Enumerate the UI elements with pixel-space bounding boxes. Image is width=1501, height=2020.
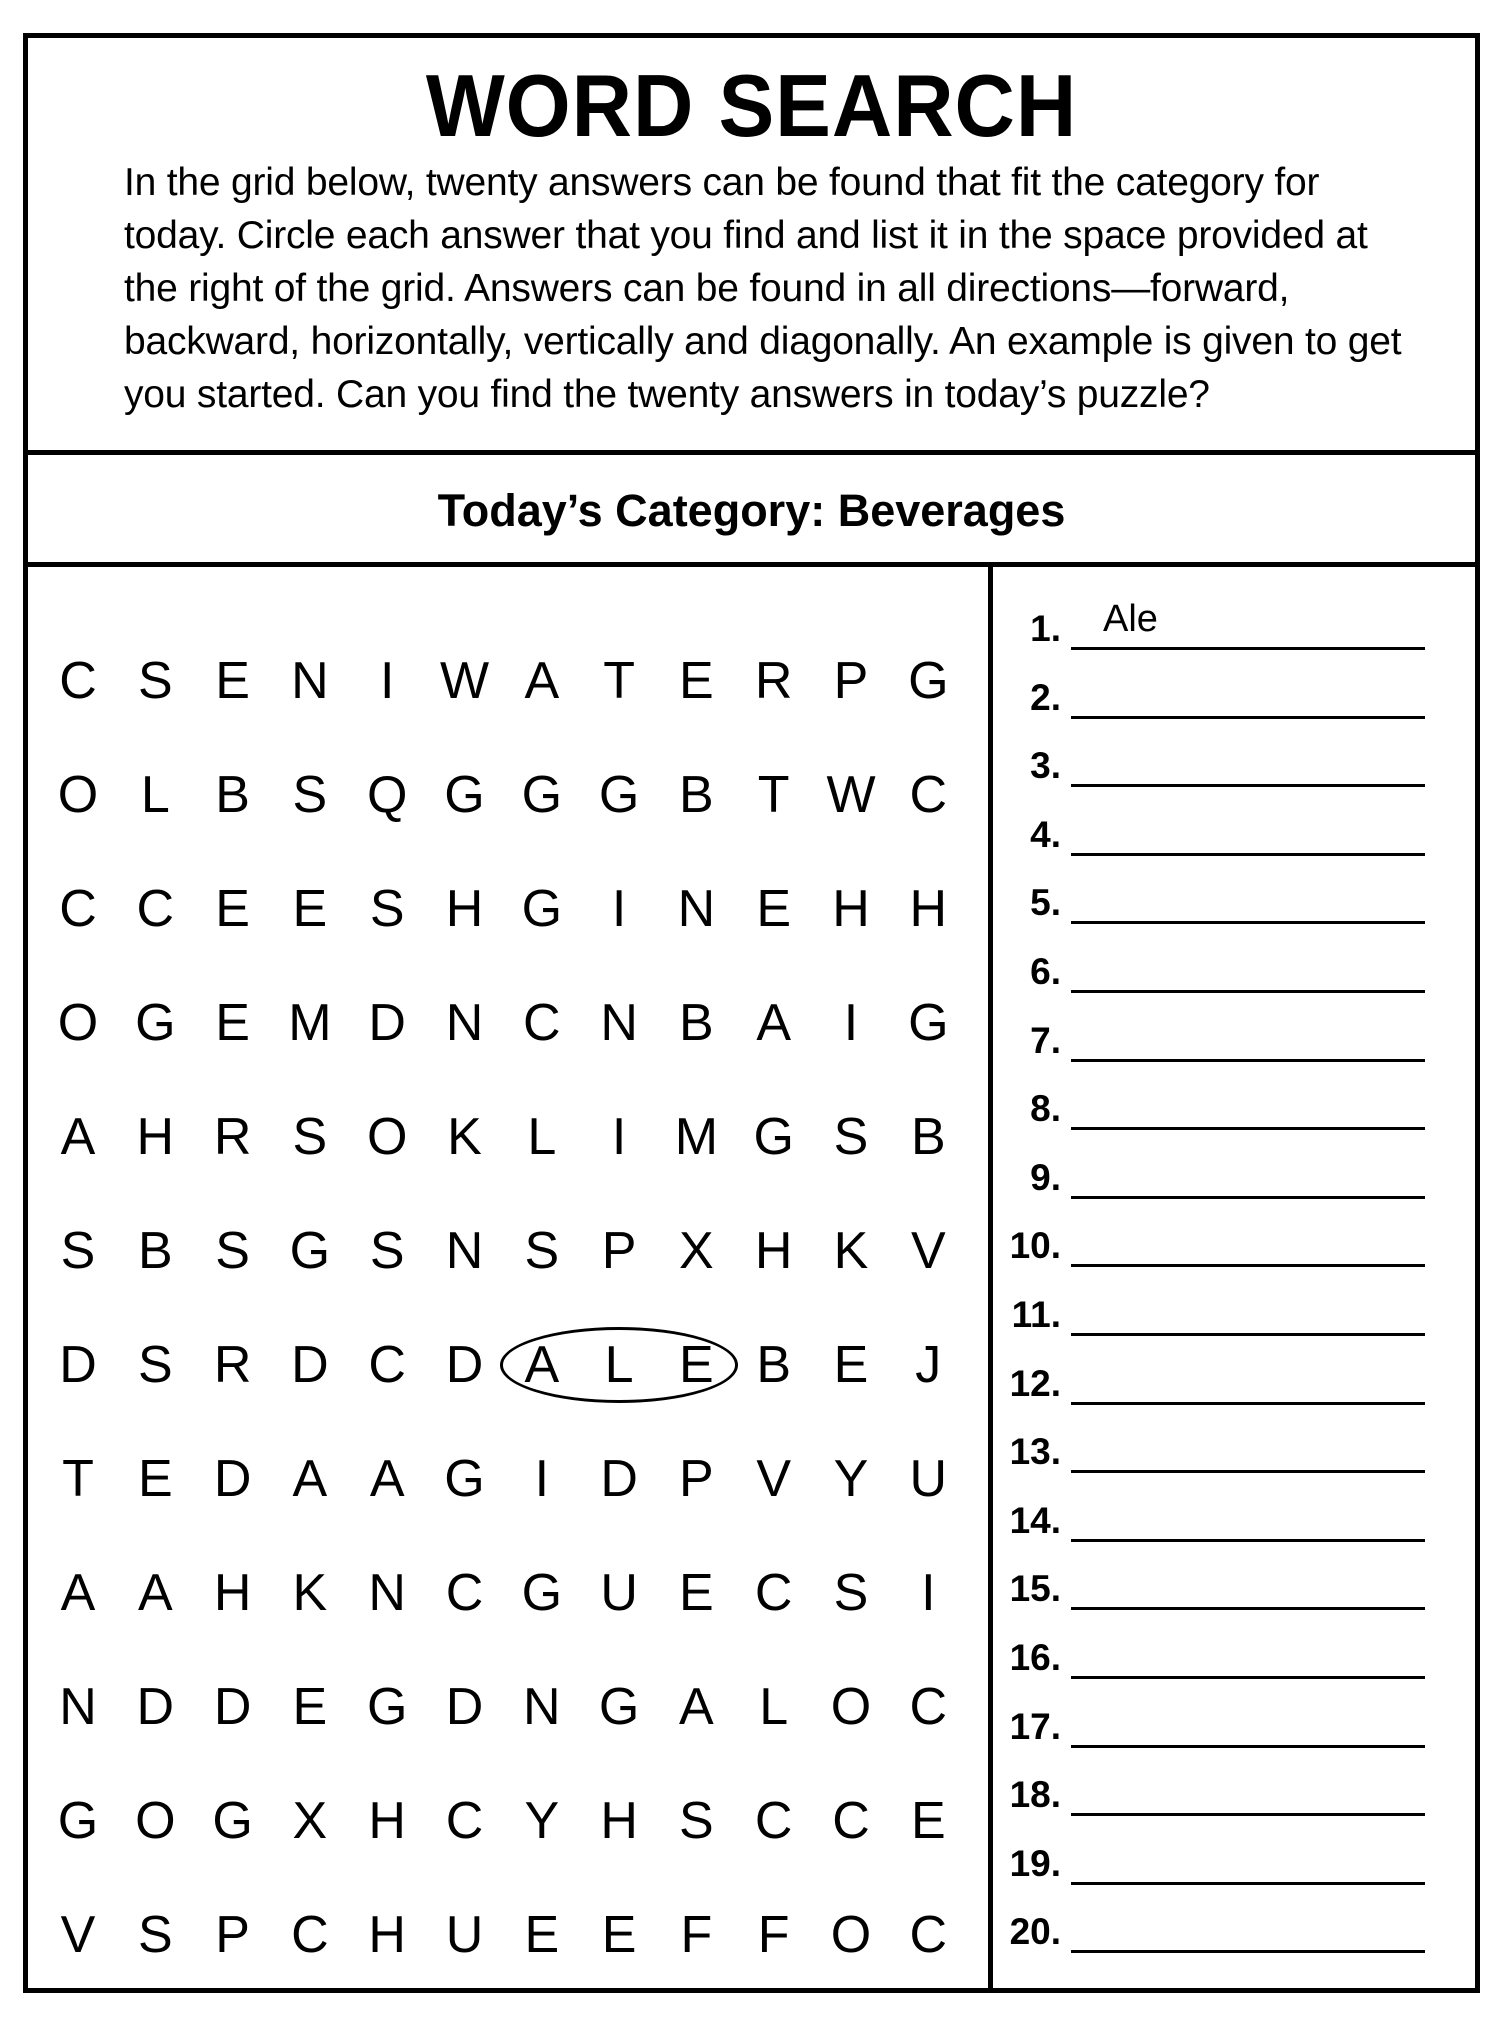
answer-row bbox=[993, 1019, 1475, 1079]
answer-blank[interactable] bbox=[1071, 716, 1425, 719]
answer-number: 12. bbox=[1009, 1362, 1061, 1404]
answer-blank[interactable] bbox=[1071, 1950, 1425, 1953]
grid-letter[interactable]: C bbox=[445, 1564, 484, 1622]
grid-letter[interactable]: A bbox=[679, 1678, 714, 1736]
grid-letter[interactable]: L bbox=[527, 1108, 557, 1166]
answer-row bbox=[993, 1842, 1475, 1902]
answer-number: 8. bbox=[1030, 1088, 1061, 1130]
grid-letter[interactable]: W bbox=[439, 652, 490, 710]
grid-letter[interactable]: G bbox=[753, 1108, 794, 1166]
grid-letter[interactable]: N bbox=[600, 994, 638, 1052]
grid-letter[interactable]: H bbox=[368, 1792, 406, 1850]
grid-letter[interactable]: E bbox=[137, 1450, 173, 1508]
grid-letter[interactable]: F bbox=[680, 1906, 713, 1964]
grid-letter[interactable]: T bbox=[603, 652, 635, 710]
grid-letter[interactable]: D bbox=[445, 1678, 484, 1736]
answer-blank[interactable] bbox=[1071, 1676, 1425, 1679]
grid-letter[interactable]: E bbox=[756, 880, 792, 938]
category-label: Today’s Category: Beverages bbox=[437, 485, 1066, 536]
grid-letter[interactable]: S bbox=[679, 1792, 714, 1850]
grid-letter[interactable]: I bbox=[534, 1450, 550, 1508]
grid-letter[interactable]: S bbox=[292, 1108, 328, 1166]
answer-blank[interactable] bbox=[1071, 1127, 1425, 1130]
grid-letter[interactable]: P bbox=[833, 652, 869, 710]
answer-number: 11. bbox=[1011, 1294, 1061, 1335]
answer-blank[interactable] bbox=[1071, 1813, 1425, 1816]
grid-letter[interactable]: T bbox=[62, 1450, 94, 1508]
grid-letter[interactable]: E bbox=[910, 1792, 946, 1850]
grid-letter[interactable]: D bbox=[368, 994, 406, 1052]
grid-letter[interactable]: S bbox=[369, 1222, 405, 1280]
answer-number: 6. bbox=[1030, 951, 1061, 992]
answer-row bbox=[993, 1567, 1475, 1627]
grid-letter[interactable]: G bbox=[212, 1792, 253, 1850]
answer-list bbox=[993, 567, 1475, 1988]
grid-letter[interactable]: B bbox=[910, 1108, 946, 1166]
answer-blank[interactable] bbox=[1071, 647, 1425, 650]
answer-blank[interactable] bbox=[1071, 1196, 1425, 1199]
grid-letter[interactable]: D bbox=[59, 1336, 97, 1394]
answer-number: 9. bbox=[1030, 1156, 1061, 1198]
answer-row bbox=[993, 1705, 1475, 1765]
answer-number: 4. bbox=[1030, 813, 1061, 855]
answer-number: 15. bbox=[1009, 1568, 1061, 1610]
grid-letter[interactable]: V bbox=[756, 1450, 792, 1508]
grid-letter[interactable]: E bbox=[679, 652, 714, 710]
grid-letter[interactable]: S bbox=[215, 1222, 250, 1280]
answer-number: 7. bbox=[1030, 1019, 1061, 1061]
grid-letter[interactable]: E bbox=[524, 1906, 560, 1964]
letter-grid bbox=[28, 567, 988, 1988]
grid-letter[interactable]: L bbox=[604, 1336, 634, 1394]
grid-letter[interactable]: S bbox=[137, 652, 173, 710]
answer-blank[interactable] bbox=[1071, 990, 1425, 993]
grid-letter[interactable]: N bbox=[291, 652, 329, 710]
grid-letter[interactable]: N bbox=[445, 994, 484, 1052]
instructions-text: In the grid below, twenty answers can be found that fit the category for today. Circle each answer that you find and list it in the space provided at the right of the grid. Answers can be found in all directions—forward, backward, horizontally, vertically and diagonally. An example is given to get you started. Can you find the twenty answers in today’s puzzle? bbox=[124, 161, 1402, 416]
grid-letter[interactable]: H bbox=[136, 1108, 175, 1166]
answer-number: 19. bbox=[1009, 1842, 1061, 1884]
grid-letter[interactable]: G bbox=[908, 652, 949, 710]
grid-letter[interactable]: E bbox=[215, 652, 250, 710]
grid-letter[interactable]: G bbox=[521, 1564, 563, 1622]
answer-row bbox=[993, 1224, 1475, 1284]
grid-letter[interactable]: N bbox=[523, 1678, 561, 1736]
grid-letter[interactable]: V bbox=[910, 1222, 946, 1280]
grid-letter[interactable]: S bbox=[60, 1222, 96, 1280]
answer-blank[interactable] bbox=[1071, 1470, 1425, 1473]
grid-letter[interactable]: D bbox=[291, 1336, 329, 1394]
grid-letter[interactable]: C bbox=[909, 1678, 948, 1736]
grid-letter[interactable]: E bbox=[215, 994, 250, 1052]
grid-letter[interactable]: N bbox=[59, 1678, 97, 1736]
grid-letter[interactable]: D bbox=[213, 1678, 252, 1736]
grid-letter[interactable]: E bbox=[292, 1678, 328, 1736]
grid-letter[interactable]: E bbox=[833, 1336, 869, 1394]
grid-letter[interactable]: A bbox=[292, 1450, 328, 1508]
page-title: WORD SEARCH bbox=[425, 56, 1078, 155]
grid-letter[interactable]: A bbox=[756, 994, 792, 1052]
grid-letter[interactable]: G bbox=[521, 766, 563, 824]
grid-letter[interactable]: M bbox=[288, 994, 332, 1052]
grid-letter[interactable]: A bbox=[60, 1108, 96, 1166]
answer-blank[interactable] bbox=[1071, 1402, 1425, 1405]
grid-letter[interactable]: S bbox=[833, 1564, 869, 1622]
grid-letter[interactable]: C bbox=[909, 1906, 948, 1964]
grid-letter[interactable]: K bbox=[833, 1222, 869, 1280]
answer-number: 17. bbox=[1009, 1705, 1061, 1747]
grid-letter[interactable]: G bbox=[598, 1678, 640, 1736]
grid-letter[interactable]: V bbox=[60, 1906, 96, 1964]
grid-letter[interactable]: H bbox=[213, 1564, 252, 1622]
answer-number: 3. bbox=[1030, 745, 1061, 787]
worksheet bbox=[23, 33, 1480, 1993]
grid-letter[interactable]: P bbox=[679, 1450, 714, 1508]
category-bar bbox=[28, 455, 1475, 567]
grid-letter[interactable]: C bbox=[59, 652, 97, 710]
grid-letter[interactable]: G bbox=[444, 766, 485, 824]
answer-row bbox=[993, 676, 1475, 736]
grid-letter[interactable]: B bbox=[756, 1336, 792, 1394]
grid-letter[interactable]: L bbox=[140, 766, 170, 824]
grid-letter[interactable]: U bbox=[909, 1450, 948, 1508]
grid-letter[interactable]: Y bbox=[833, 1450, 869, 1508]
grid-letter[interactable]: B bbox=[679, 766, 714, 824]
answer-row bbox=[993, 1156, 1475, 1216]
grid-letter[interactable]: D bbox=[213, 1450, 252, 1508]
answer-number: 1. bbox=[1030, 608, 1061, 649]
grid-letter[interactable]: S bbox=[833, 1108, 869, 1166]
grid-letter[interactable]: H bbox=[368, 1906, 406, 1964]
grid-letter[interactable]: S bbox=[137, 1336, 173, 1394]
grid-letter[interactable]: G bbox=[908, 994, 949, 1052]
grid-letter[interactable]: Q bbox=[366, 766, 408, 824]
answer-blank[interactable] bbox=[1071, 1333, 1425, 1336]
answer-row bbox=[993, 1773, 1475, 1833]
grid-letter[interactable]: R bbox=[213, 1108, 252, 1166]
grid-letter[interactable]: E bbox=[601, 1906, 637, 1964]
answer-blank[interactable] bbox=[1071, 784, 1425, 787]
grid-letter[interactable]: W bbox=[826, 766, 876, 824]
answer-blank[interactable] bbox=[1071, 1264, 1425, 1267]
answer-number: 13. bbox=[1009, 1431, 1061, 1473]
grid-letter[interactable]: A bbox=[369, 1450, 405, 1508]
grid-letter[interactable]: X bbox=[292, 1792, 328, 1850]
answer-row bbox=[993, 598, 1475, 667]
answer-blank[interactable] bbox=[1071, 1745, 1425, 1748]
grid-letter[interactable]: L bbox=[759, 1678, 789, 1736]
answer-row bbox=[993, 950, 1475, 1010]
grid-letter[interactable]: G bbox=[57, 1792, 99, 1850]
answer-number: 10. bbox=[1009, 1225, 1061, 1267]
answer-number: 20. bbox=[1009, 1911, 1061, 1953]
answer-row bbox=[993, 744, 1475, 804]
grid-letter[interactable]: I bbox=[921, 1564, 936, 1622]
grid-letter[interactable]: E bbox=[215, 880, 250, 938]
grid-letter[interactable]: C bbox=[136, 880, 175, 938]
grid-letter[interactable]: F bbox=[757, 1906, 790, 1964]
grid-letter[interactable]: P bbox=[601, 1222, 637, 1280]
grid-letter[interactable]: B bbox=[215, 766, 250, 824]
grid-letter[interactable]: S bbox=[369, 880, 405, 938]
grid-letter[interactable]: G bbox=[366, 1678, 408, 1736]
grid-letter[interactable]: B bbox=[137, 1222, 173, 1280]
grid-letter[interactable]: E bbox=[292, 880, 328, 938]
grid-letter[interactable]: N bbox=[445, 1222, 484, 1280]
grid-letter[interactable]: H bbox=[754, 1222, 793, 1280]
answer-blank[interactable] bbox=[1071, 1607, 1425, 1610]
grid-letter[interactable]: O bbox=[57, 766, 99, 824]
answer-number: 16. bbox=[1009, 1637, 1061, 1678]
grid-letter[interactable]: C bbox=[523, 994, 561, 1052]
grid-letter[interactable]: S bbox=[524, 1222, 560, 1280]
header-section bbox=[28, 38, 1475, 455]
grid-letter[interactable]: O bbox=[830, 1906, 872, 1964]
grid-letter[interactable]: H bbox=[600, 1792, 638, 1850]
grid-letter[interactable]: C bbox=[832, 1792, 870, 1850]
answer-text: Ale bbox=[1103, 598, 1158, 640]
grid-letter[interactable]: A bbox=[137, 1564, 173, 1622]
grid-letter[interactable]: M bbox=[674, 1108, 719, 1166]
grid-letter[interactable]: U bbox=[445, 1906, 484, 1964]
grid-letter[interactable]: C bbox=[291, 1906, 329, 1964]
grid-letter[interactable]: D bbox=[600, 1450, 638, 1508]
answer-row bbox=[993, 1636, 1475, 1696]
grid-letter[interactable]: I bbox=[379, 652, 395, 710]
grid-letter[interactable]: H bbox=[445, 880, 484, 938]
grid-letter[interactable]: C bbox=[59, 880, 97, 938]
grid-letter[interactable]: O bbox=[366, 1108, 408, 1166]
grid-letter[interactable]: D bbox=[445, 1336, 484, 1394]
grid-letter[interactable]: G bbox=[135, 994, 176, 1052]
grid-letter[interactable]: A bbox=[524, 1336, 560, 1394]
grid-letter[interactable]: C bbox=[368, 1336, 406, 1394]
answer-row bbox=[993, 881, 1475, 941]
grid-letter[interactable]: G bbox=[289, 1222, 331, 1280]
grid-letter[interactable]: C bbox=[445, 1792, 484, 1850]
grid-letter[interactable]: J bbox=[915, 1336, 942, 1394]
answer-blank[interactable] bbox=[1071, 853, 1425, 856]
grid-letter[interactable]: P bbox=[215, 1906, 250, 1964]
grid-letter[interactable]: S bbox=[292, 766, 328, 824]
answer-row bbox=[993, 1293, 1475, 1353]
grid-letter[interactable]: O bbox=[135, 1792, 176, 1850]
answer-row bbox=[993, 1087, 1475, 1147]
answer-row bbox=[993, 813, 1475, 873]
grid-letter[interactable]: Y bbox=[524, 1792, 560, 1850]
letter-grid-area bbox=[28, 567, 993, 1988]
grid-letter[interactable]: E bbox=[679, 1564, 714, 1622]
grid-letter[interactable]: X bbox=[679, 1222, 714, 1280]
answer-blank[interactable] bbox=[1071, 1882, 1425, 1885]
answer-blank[interactable] bbox=[1071, 1059, 1425, 1062]
grid-letter[interactable]: I bbox=[611, 880, 627, 938]
grid-letter[interactable]: C bbox=[909, 766, 948, 824]
answer-row bbox=[993, 1910, 1475, 1970]
grid-letter[interactable]: T bbox=[757, 766, 790, 824]
grid-letter[interactable]: B bbox=[679, 994, 714, 1052]
grid-letter[interactable]: R bbox=[754, 652, 793, 710]
answer-row bbox=[993, 1499, 1475, 1559]
grid-letter[interactable]: N bbox=[677, 880, 716, 938]
answer-number: 5. bbox=[1030, 882, 1061, 924]
grid-letter[interactable]: G bbox=[598, 766, 640, 824]
grid-letter[interactable]: D bbox=[136, 1678, 175, 1736]
answer-number: 18. bbox=[1009, 1774, 1061, 1816]
answer-number: 2. bbox=[1030, 676, 1061, 718]
answer-row bbox=[993, 1430, 1475, 1490]
grid-letter[interactable]: H bbox=[909, 880, 948, 938]
grid-letter[interactable]: S bbox=[137, 1906, 173, 1964]
grid-letter[interactable]: C bbox=[754, 1564, 793, 1622]
grid-letter[interactable]: K bbox=[292, 1564, 328, 1622]
grid-letter[interactable]: I bbox=[843, 994, 859, 1052]
grid-letter[interactable]: G bbox=[444, 1450, 485, 1508]
grid-letter[interactable]: A bbox=[60, 1564, 96, 1622]
grid-letter[interactable]: R bbox=[213, 1336, 252, 1394]
grid-letter[interactable]: A bbox=[524, 652, 560, 710]
grid-letter[interactable]: K bbox=[447, 1108, 482, 1166]
grid-letter[interactable]: H bbox=[832, 880, 870, 938]
answer-row bbox=[993, 1362, 1475, 1422]
grid-letter[interactable]: C bbox=[754, 1792, 793, 1850]
answer-number: 14. bbox=[1009, 1499, 1061, 1541]
grid-letter[interactable]: E bbox=[679, 1336, 714, 1394]
answer-blank[interactable] bbox=[1071, 921, 1425, 924]
grid-letter[interactable]: U bbox=[600, 1564, 638, 1622]
example-circle bbox=[500, 1327, 739, 1403]
grid-letter[interactable]: O bbox=[830, 1678, 872, 1736]
answer-blank[interactable] bbox=[1071, 1539, 1425, 1542]
grid-letter[interactable]: O bbox=[57, 994, 99, 1052]
grid-letter[interactable]: G bbox=[521, 880, 563, 938]
grid-letter[interactable]: I bbox=[611, 1108, 627, 1166]
grid-letter[interactable]: N bbox=[368, 1564, 406, 1622]
